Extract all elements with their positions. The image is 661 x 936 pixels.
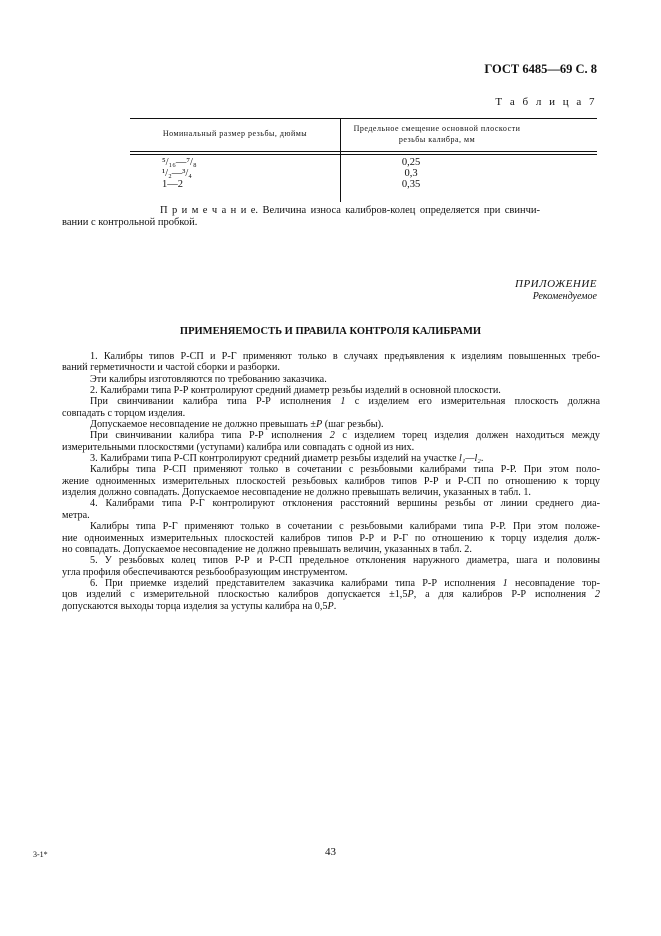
table-cell-size: ¹/₂—³/₄: [162, 168, 192, 179]
table-cell-offset: 0,3: [404, 168, 418, 179]
paragraph-line: [62, 544, 600, 555]
paragraph-line: [62, 498, 600, 509]
paragraph-line: [62, 408, 600, 419]
table-cell-size: ⁵/₁₆—⁷/₈: [162, 157, 197, 168]
italic-symbol: P: [327, 600, 334, 612]
paragraph-line: [62, 442, 600, 453]
text-run: 5. У резьбовых колец типов Р-Р и Р-СП предельное отклонения наружного диаметра, шага и половины: [90, 555, 600, 567]
table-header-rule: [130, 154, 597, 155]
paragraph: [62, 351, 600, 374]
text-run: допускаются выходы торца изделия за уступы калибра на 0,5: [62, 600, 328, 612]
paragraph: [62, 464, 600, 498]
appendix-status: Рекомендуемое: [532, 291, 597, 302]
paragraph-line: [62, 362, 600, 373]
text-run: с изделием его измерительная плоскость должна: [345, 396, 600, 408]
paragraph-line: [62, 487, 600, 498]
paragraph-line: [62, 476, 600, 487]
italic-symbol: 2: [594, 589, 600, 601]
table-note: [62, 205, 540, 229]
table-header-rule: [130, 151, 597, 152]
section-title: ПРИМЕНЯЕМОСТЬ И ПРАВИЛА КОНТРОЛЯ КАЛИБРАМИ: [179, 326, 482, 337]
paragraph: [62, 374, 600, 385]
paragraph-line: [62, 589, 600, 600]
paragraph: [62, 385, 600, 396]
paragraph-line: [62, 396, 600, 407]
paragraph-line: [62, 419, 600, 430]
paragraph: [62, 396, 600, 419]
italic-symbol: P: [407, 589, 414, 601]
column-header-size: Номинальный размер резьбы, дюймы: [162, 129, 308, 138]
text-run: угла профиля обеспечиваются резьбообразующим инструментом.: [62, 566, 348, 578]
text-run: 4. Калибрами типа Р-Г контролируют отклонения расстояний вершины резьбы от линии среднего диа-: [90, 498, 600, 510]
text-run: Допускаемое несовпадение не должно превышать ±: [90, 419, 316, 431]
text-run: (шаг резьбы).: [322, 419, 384, 431]
column-header-offset: Предельное смещение основной плоскости резьбы калибра, мм: [353, 124, 521, 144]
italic-symbol: l₁—l₂: [459, 453, 481, 465]
table-cell-size: 1—2: [162, 179, 183, 190]
paragraph-line: [62, 521, 600, 532]
text-run: жение одноименных измерительных плоскостей резьбовых калибров типов Р-Р и Р-СП по отношению к торцу: [62, 475, 600, 487]
paragraph-line: [62, 430, 600, 441]
text-run: но совпадать. Допускаемое несовпадение не должно превышать величин, указанных в табл. 2.: [62, 543, 472, 555]
paragraph-line: [62, 464, 600, 475]
sheet-mark: 3-1*: [33, 850, 48, 859]
paragraph-line: [62, 453, 600, 464]
text-run: измерительными плоскостями (уступами) калибра или совпадать с одной из них.: [62, 441, 415, 453]
text-run: При свинчивании калибра типа Р-Р исполнения: [90, 430, 330, 442]
body-text: [62, 351, 600, 612]
text-run: , а для калибров Р-Р исполнения: [413, 589, 595, 601]
paragraph: [62, 521, 600, 555]
paragraph-line: [62, 385, 600, 396]
text-run: .: [480, 453, 484, 465]
text-run: .: [333, 600, 337, 612]
table-7: [130, 118, 597, 202]
paragraph: [62, 453, 600, 464]
paragraph-line: [62, 351, 600, 362]
italic-symbol: P: [315, 419, 323, 431]
note-line: [62, 205, 540, 217]
paragraph-line: [62, 578, 600, 589]
text-run: метра.: [62, 509, 90, 521]
text-run: При свинчивании калибра типа Р-Р исполнения: [90, 396, 341, 408]
text-run: ваний герметичности и частой сборки и разборки.: [62, 362, 280, 374]
text-run: Калибры типа Р-СП применяют только в сочетании с резьбовыми калибрами типа Р-Р. При этом поло-: [90, 464, 600, 476]
text-run: 3. Калибрами типа Р-СП контролируют средний диаметр резьбы изделий на участке: [90, 453, 460, 465]
note-text: Величина износа калибров-колец определяется при свинчи-: [262, 205, 541, 216]
text-run: с изделием торец изделия должен находиться между: [334, 430, 600, 442]
document-header: ГОСТ 6485—69 С. 8: [484, 62, 597, 76]
italic-symbol: 2: [329, 430, 335, 442]
paragraph-line: [62, 374, 600, 385]
paragraph: [62, 498, 600, 521]
text-run: 1. Калибры типов Р-СП и Р-Г применяют только в случаях предъявления к изделиям повышенных требо-: [90, 351, 600, 362]
text-run: Калибры типа Р-Г применяют только в сочетании с резьбовыми калибрами типа Р-Р. При этом положе-: [90, 521, 600, 533]
italic-symbol: 1: [502, 577, 508, 589]
table-cell-offset: 0,25: [401, 157, 421, 168]
table-cell-offset: 0,35: [401, 179, 421, 190]
paragraph: [62, 555, 600, 578]
text-run: Эти калибры изготовляются по требованию заказчика.: [90, 373, 327, 385]
text-run: цов изделий с измерительной плоскостью калибров допускается ±1,5: [62, 589, 408, 601]
paragraph: [62, 419, 600, 430]
paragraph: [62, 578, 600, 612]
page-number: 43: [325, 846, 336, 858]
paragraph-line: [62, 601, 600, 612]
italic-symbol: 1: [340, 396, 346, 408]
appendix-label: ПРИЛОЖЕНИЕ: [515, 278, 597, 290]
note-line: вании с контрольной пробкой.: [62, 217, 198, 228]
paragraph-line: [62, 567, 600, 578]
paragraph-line: [62, 555, 600, 566]
paragraph-line: [62, 533, 600, 544]
text-run: ние одноименных измерительных плоскостей калибров типов Р-Р и Р-Г по отношению к торцу изделия долж-: [62, 532, 600, 544]
paragraph: [62, 430, 600, 453]
text-run: 2. Калибрами типа Р-Р контролируют средний диаметр резьбы изделий в основной плоскости.: [90, 385, 501, 397]
text-run: совпадать с торцом изделия.: [62, 407, 186, 419]
text-run: изделия должно совпадать. Допускаемое несовпадение не должно превышать величин, указанных в табл. 1.: [62, 487, 531, 499]
paragraph-line: [62, 510, 600, 521]
note-label: П р и м е ч а н и е.: [160, 205, 259, 216]
table-caption: Т а б л и ц а 7: [495, 96, 597, 108]
text-run: несовпадение тор-: [507, 577, 600, 589]
table-column-divider: [340, 118, 341, 202]
table-top-rule: [130, 118, 597, 119]
text-run: 6. При приемке изделий представителем заказчика калибрами типа Р-Р исполнения: [90, 577, 503, 589]
